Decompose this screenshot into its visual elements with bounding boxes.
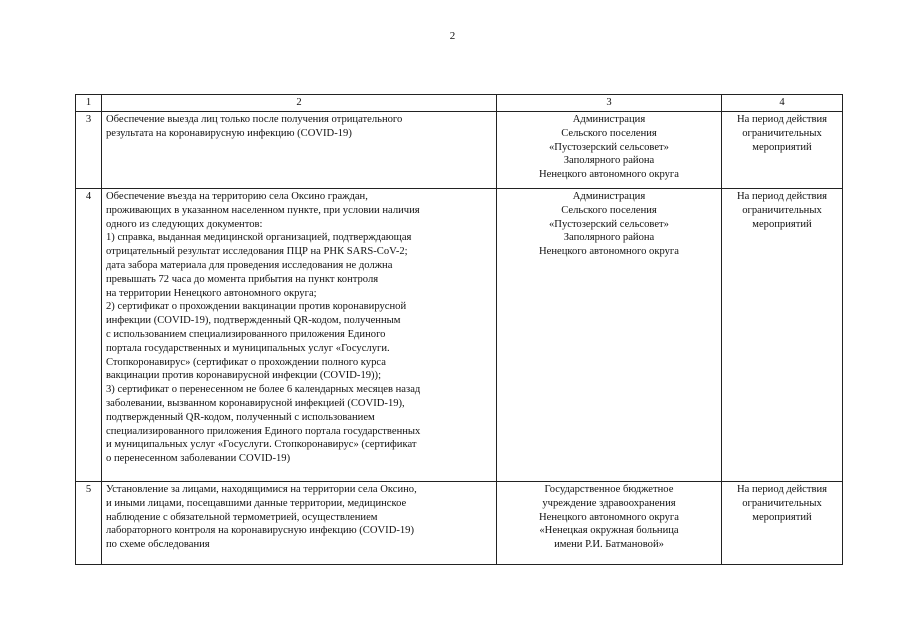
- measure-line: вакцинации против коронавирусной инфекции (COVID-19));: [106, 370, 382, 382]
- responsible-line: Администрация: [572, 114, 646, 125]
- header-cell-4: 4: [722, 95, 843, 112]
- responsible-line: «Ненецкая окружная больница: [539, 525, 679, 537]
- measures-table: [75, 94, 843, 565]
- row-number: 4: [76, 189, 102, 482]
- period-line: мероприятий: [752, 141, 812, 153]
- measure-line: дата забора материала для проведения исследования не должна: [106, 259, 393, 271]
- measure-line: инфекции (COVID-19), подтвержденный QR-кодом, полученным: [106, 315, 401, 327]
- measure-line: на территории Ненецкого автономного округа;: [106, 287, 317, 299]
- responsible-cell: [497, 482, 722, 565]
- table-header-row: [76, 95, 843, 112]
- period-cell: [722, 189, 843, 482]
- period-line: ограничительных: [742, 497, 822, 509]
- measure-line: превышать 72 часа до момента прибытия на пункт контроля: [106, 273, 379, 285]
- page-number: 2: [449, 30, 456, 42]
- measure-line: Обеспечение выезда лиц только после получения отрицательного: [106, 114, 403, 125]
- table-row: [76, 189, 843, 482]
- period-line: На период действия: [736, 114, 827, 125]
- measure-line: 2) сертификат о прохождении вакцинации против коронавирусной: [106, 301, 407, 313]
- measure-line: 1) справка, выданная медицинской организацией, подтверждающая: [106, 232, 412, 244]
- measure-line: по схеме обследования: [106, 539, 210, 551]
- period-line: На период действия: [736, 484, 827, 495]
- measure-line: одного из следующих документов:: [106, 218, 263, 230]
- responsible-line: Заполярного района: [563, 155, 655, 167]
- measure-line: 3) сертификат о перенесенном не более 6 календарных месяцев назад: [106, 384, 421, 396]
- measure-cell: [102, 112, 497, 189]
- row-number: 5: [76, 482, 102, 565]
- measure-line: портала государственных и муниципальных услуг «Госуслуги.: [106, 342, 390, 354]
- header-cell-3: 3: [497, 95, 722, 112]
- responsible-line: Администрация: [572, 191, 646, 202]
- period-cell: [722, 482, 843, 565]
- measure-line: лабораторного контроля на коронавирусную инфекцию (COVID-19): [106, 525, 414, 537]
- header-cell-1: 1: [76, 95, 102, 112]
- responsible-line: Ненецкого автономного округа: [539, 246, 679, 258]
- measure-line: проживающих в указанном населенном пункте, при условии наличия: [106, 204, 420, 216]
- measure-line: наблюдение с обязательной термометрией, осуществлением: [106, 511, 378, 523]
- table-row: [76, 112, 843, 189]
- measure-line: и муниципальных услуг «Госуслуги. Стопкоронавирус» (сертификат: [106, 439, 417, 451]
- measure-line: отрицательный результат исследования ПЦР на РНК SARS-CoV-2;: [106, 246, 408, 258]
- row-number: 3: [76, 112, 102, 189]
- period-cell: [722, 112, 843, 189]
- responsible-line: учреждение здравоохранения: [542, 497, 676, 509]
- responsible-cell: [497, 112, 722, 189]
- measure-line: заболевании, вызванном коронавирусной инфекцией (COVID-19),: [106, 397, 405, 409]
- responsible-line: Ненецкого автономного округа: [539, 169, 679, 181]
- measure-cell: [102, 482, 497, 565]
- measure-cell: [102, 189, 497, 482]
- period-line: ограничительных: [742, 204, 822, 216]
- responsible-line: Заполярного района: [563, 232, 655, 244]
- measure-line: о перенесенном заболевании COVID-19): [106, 453, 291, 465]
- measure-line: подтвержденный QR-кодом, полученный с использованием: [106, 411, 375, 423]
- header-cell-2: 2: [102, 95, 497, 112]
- measure-line: специализированного приложения Единого портала государственных: [106, 425, 421, 437]
- responsible-line: «Пустозерский сельсовет»: [549, 141, 669, 153]
- measure-line: Стопкоронавирус» (сертификат о прохождении полного курса: [106, 356, 386, 368]
- period-line: мероприятий: [752, 218, 812, 230]
- period-line: На период действия: [736, 191, 827, 202]
- measure-line: результата на коронавирусную инфекцию (COVID-19): [106, 127, 352, 139]
- responsible-line: имени Р.И. Батмановой»: [554, 539, 664, 551]
- measure-line: и иными лицами, посещавшими данные территории, медицинское: [106, 497, 407, 509]
- period-line: ограничительных: [742, 127, 822, 139]
- responsible-line: Сельского поселения: [561, 127, 657, 139]
- responsible-line: Государственное бюджетное: [544, 484, 674, 495]
- period-line: мероприятий: [752, 511, 812, 523]
- table-row: [76, 482, 843, 565]
- measure-line: Обеспечение въезда на территорию села Оксино граждан,: [106, 191, 368, 202]
- responsible-line: Ненецкого автономного округа: [539, 511, 679, 523]
- responsible-line: Сельского поселения: [561, 204, 657, 216]
- measure-line: с использованием специализированного приложения Единого: [106, 328, 386, 340]
- responsible-line: «Пустозерский сельсовет»: [549, 218, 669, 230]
- measure-line: Установление за лицами, находящимися на территории села Оксино,: [106, 484, 417, 495]
- responsible-cell: [497, 189, 722, 482]
